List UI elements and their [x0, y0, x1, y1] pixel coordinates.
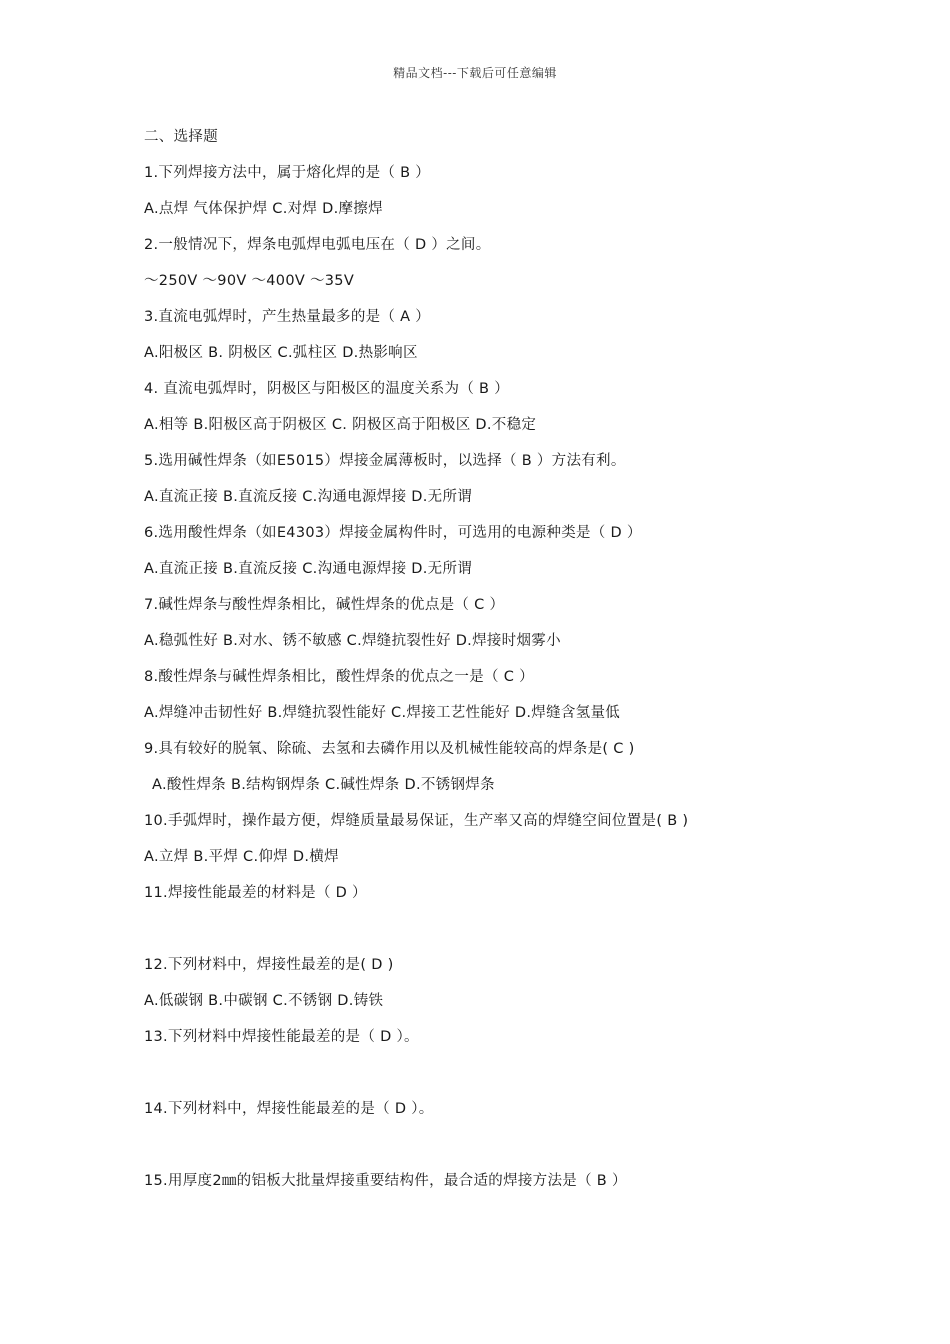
question-line: 7.碱性焊条与酸性焊条相比，碱性焊条的优点是（ C ）	[144, 597, 505, 613]
page-header: 精品文档---下载后可任意编辑	[393, 66, 557, 80]
question-line: 2.一般情况下，焊条电弧焊电弧电压在（ D ）之间。	[144, 237, 491, 253]
options-line: A.直流正接 B.直流反接 C.沟通电源焊接 D.无所谓	[144, 561, 473, 577]
options-line: A.点焊 气体保护焊 C.对焊 D.摩擦焊	[144, 201, 383, 217]
options-line: A.立焊 B.平焊 C.仰焊 D.横焊	[144, 849, 339, 865]
options-line: A.直流正接 B.直流反接 C.沟通电源焊接 D.无所谓	[144, 489, 473, 505]
options-line: A.焊缝冲击韧性好 B.焊缝抗裂性能好 C.焊接工艺性能好 D.焊缝含氢量低	[144, 705, 621, 721]
blank-line	[144, 1060, 864, 1096]
blank-line	[144, 1132, 864, 1168]
document-body	[144, 124, 864, 1204]
question-line: 9.具有较好的脱氧、除硫、去氢和去磷作用以及机械性能较高的焊条是( C )	[144, 741, 635, 757]
question-line: 14.下列材料中，焊接性能最差的是（ D ）。	[144, 1101, 434, 1117]
options-line: A.稳弧性好 B.对水、锈不敏感 C.焊缝抗裂性好 D.焊接时烟雾小	[144, 633, 561, 649]
question-line: 12.下列材料中，焊接性最差的是( D )	[144, 957, 394, 973]
question-line: 10.手弧焊时，操作最方便，焊缝质量最易保证，生产率又高的焊缝空间位置是( B )	[144, 813, 689, 829]
question-line: 8.酸性焊条与碱性焊条相比，酸性焊条的优点之一是（ C ）	[144, 669, 534, 685]
options-line: A.相等 B.阳极区高于阴极区 C. 阴极区高于阳极区 D.不稳定	[144, 417, 537, 433]
options-line: ～250V ～90V ～400V ～35V	[144, 273, 355, 289]
question-line: 4. 直流电弧焊时，阴极区与阳极区的温度关系为（ B ）	[144, 381, 510, 397]
question-line: 15.用厚度2㎜的铝板大批量焊接重要结构件，最合适的焊接方法是（ B ）	[144, 1173, 627, 1189]
question-line: 13.下列材料中焊接性能最差的是（ D ）。	[144, 1029, 419, 1045]
blank-line	[144, 916, 864, 952]
section-title: 二、选择题	[144, 129, 218, 145]
question-line: 5.选用碱性焊条（如E5015）焊接金属薄板时，以选择（ B ）方法有利。	[144, 453, 626, 469]
options-line: A.阳极区 B. 阴极区 C.弧柱区 D.热影响区	[144, 345, 418, 361]
question-line: 1.下列焊接方法中，属于熔化焊的是（ B ）	[144, 165, 431, 181]
options-line: A.低碳钢 B.中碳钢 C.不锈钢 D.铸铁	[144, 993, 384, 1009]
question-line: 6.选用酸性焊条（如E4303）焊接金属构件时，可选用的电源种类是（ D ）	[144, 525, 642, 541]
question-line: 11.焊接性能最差的材料是（ D ）	[144, 885, 367, 901]
question-line: 3.直流电弧焊时，产生热量最多的是（ A ）	[144, 309, 431, 325]
options-line: A.酸性焊条 B.结构钢焊条 C.碱性焊条 D.不锈钢焊条	[152, 777, 495, 793]
